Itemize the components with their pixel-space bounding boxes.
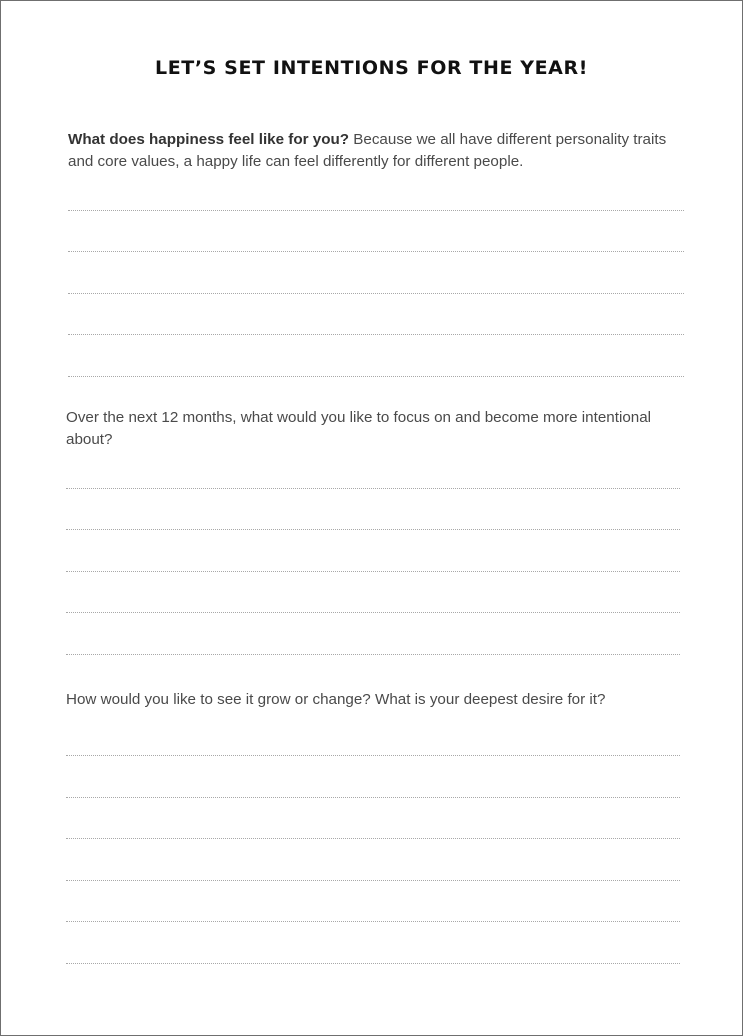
question-happiness [68, 129, 668, 173]
writing-line[interactable] [66, 612, 680, 613]
writing-line[interactable] [66, 838, 680, 839]
writing-line[interactable] [66, 571, 680, 572]
writing-line[interactable] [68, 334, 684, 335]
page-title: LET’S SET INTENTIONS FOR THE YEAR! [155, 57, 588, 79]
writing-line[interactable] [68, 293, 684, 294]
writing-line[interactable] [66, 797, 680, 798]
writing-line[interactable] [66, 921, 680, 922]
question-growth-text: How would you like to see it grow or change? What is your deepest desire for it? [66, 691, 606, 708]
question-focus [66, 407, 666, 451]
writing-line[interactable] [68, 251, 684, 252]
question-focus-text: Over the next 12 months, what would you like to focus on and become more intentional about? [66, 409, 652, 448]
writing-line[interactable] [66, 488, 680, 489]
writing-line[interactable] [68, 376, 684, 377]
writing-line[interactable] [68, 210, 684, 211]
writing-line[interactable] [66, 963, 680, 964]
question-growth [66, 689, 686, 711]
writing-line[interactable] [66, 880, 680, 881]
writing-line[interactable] [66, 654, 680, 655]
question-happiness-text: Because we all have different personality traits and core values, a happy life can feel differently for different people. [68, 131, 667, 170]
question-happiness-bold-lead: What does happiness feel like for you? [68, 131, 350, 148]
writing-line[interactable] [66, 755, 680, 756]
writing-line[interactable] [66, 529, 680, 530]
